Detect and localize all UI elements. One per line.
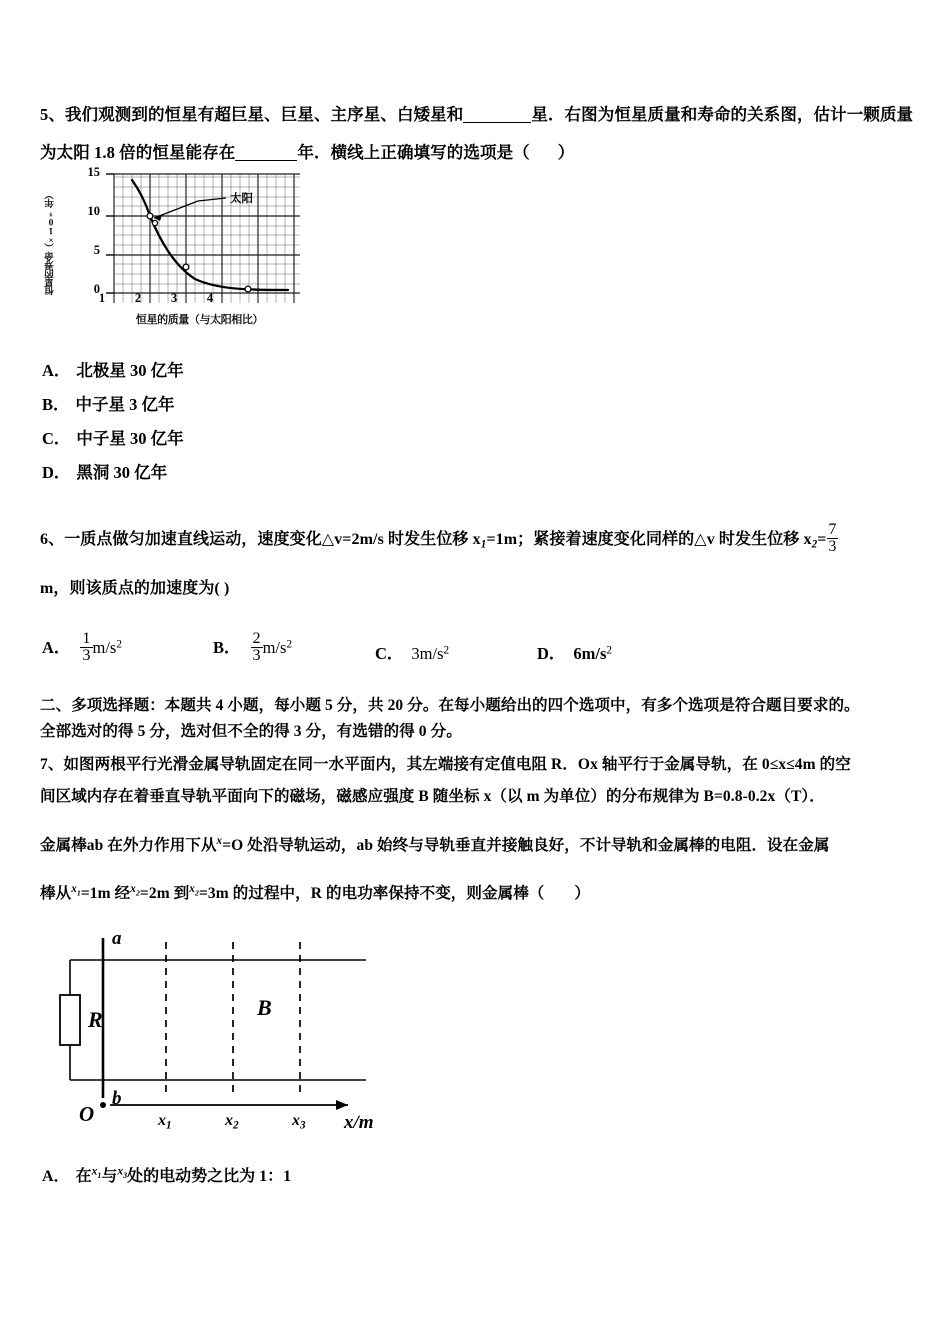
q6-option-a-numerator: 1: [82, 630, 91, 647]
q6-option-d-exp: 2: [606, 644, 613, 657]
q6-option-c[interactable]: [375, 640, 449, 664]
q5-line2-pre: 为太阳 1.8 倍的恒星能存在: [40, 143, 236, 162]
chart-annotation-sun: 太阳: [230, 193, 253, 205]
q6-option-a-exp: 2: [116, 638, 122, 651]
x3-tick-var: x: [292, 1112, 300, 1129]
question-7-line-1: [40, 750, 851, 780]
q5-option-b[interactable]: [42, 391, 175, 415]
x1-tick-var: x: [158, 1112, 166, 1129]
q7-line4-x1: x: [71, 883, 77, 895]
q7-line4-c: =2m 到: [139, 885, 190, 903]
q6-option-a-fraction: [80, 631, 92, 665]
x-axis-unit-label: x/m: [344, 1112, 374, 1133]
chart-xtick-4: 4: [206, 291, 214, 305]
q7-line4-x3: x: [189, 883, 195, 895]
q7-line4-d: =3m 的过程中，R 的电功率保持不变，则金属棒（: [198, 885, 545, 903]
chart-xtick-2: 2: [134, 291, 142, 305]
q6-option-b-unit: m/s: [262, 638, 287, 658]
chart-x-axis-label: 恒星的质量（与太阳相比）: [135, 314, 264, 326]
q6-option-c-value: 3m/s: [411, 644, 444, 663]
q6-fraction-denominator: 3: [828, 538, 837, 556]
q5-option-a-label: A．: [42, 361, 71, 380]
question-7-line-4: [40, 874, 590, 909]
q6-option-d-label: D．: [537, 644, 566, 663]
q6-line1-a: 6、一质点做匀加速直线运动，速度变化△v=2m/s 时发生位移 x: [40, 531, 481, 548]
q6-x2-sub: 2: [811, 538, 818, 551]
q7-line4-x1-sub: 1: [76, 888, 81, 898]
q5-option-d-text: 黑洞 30 亿年: [76, 463, 168, 482]
q6-option-c-exp: 2: [443, 644, 450, 657]
q6-line1-b: =1m；紧接着速度变化同样的△v 时发生位移 x: [486, 531, 812, 548]
q6-option-a-denominator: 3: [82, 647, 91, 665]
section-2-line-1: [40, 693, 860, 719]
x2-tick-label: [225, 1112, 239, 1132]
x2-tick-sub: 2: [233, 1119, 239, 1132]
chart-plot-area: [102, 171, 304, 311]
chart-ytick-0: 0: [93, 282, 100, 296]
q7-line3-a: 金属棒ab 在外力作用下从: [40, 837, 217, 855]
section-2-line-2: [40, 719, 462, 745]
q5-option-d[interactable]: [42, 459, 167, 483]
q6-option-a-label: A．: [42, 638, 71, 658]
bar-label-a: a: [112, 928, 122, 949]
question-6-line-1: [40, 521, 838, 564]
chart-xtick-1: 1: [98, 291, 106, 305]
question-7-line-2: [40, 782, 825, 812]
rails-circuit-diagram: [48, 920, 448, 1142]
q6-option-b[interactable]: [213, 631, 292, 665]
q5-line1-mid: 星．右图为恒星质量和寿命的关系图，估计一颗质量: [531, 105, 914, 124]
q5-line2-end: ）: [557, 143, 575, 162]
q5-line1-pre: 5、我们观测到的恒星有超巨星、巨星、主序星、白矮星和: [40, 105, 464, 124]
q6-option-d[interactable]: [537, 640, 612, 664]
q7-line4-end: ）: [574, 885, 591, 903]
q5-line2-mid: 年．横线上正确填写的选项是（: [297, 143, 530, 162]
chart-ytick-10: 10: [87, 204, 100, 218]
q5-option-a[interactable]: [42, 357, 184, 381]
origin-dot: [100, 1102, 106, 1108]
q7-option-a-pre: 在: [75, 1168, 92, 1185]
chart-y-ticks: [60, 163, 100, 311]
circuit-svg: [48, 920, 448, 1142]
q5-option-d-label: D．: [42, 463, 71, 482]
question-5-line-1: [40, 96, 913, 134]
q7-line3-x: x: [216, 835, 223, 847]
chart-ytick-15: 15: [87, 165, 100, 179]
q7-line3-b: =O 处沿导轨运动，ab 始终与导轨垂直并接触良好，不计导轨和金属棒的电阻．设在金属: [222, 837, 830, 855]
resistor-label: R: [88, 1007, 103, 1032]
q7-line4-b: =1m 经: [80, 885, 131, 903]
q5-option-b-text: 中子星 3 亿年: [75, 395, 175, 414]
chart-ytick-5: 5: [93, 243, 100, 257]
x1-tick-label: [158, 1112, 172, 1132]
q7-line2-text: 间区域内存在着垂直导轨平面向下的磁场，磁感应强度 B 随坐标 x（以 m 为单位）的分布规律为 B=0.8-0.2x（T）．: [40, 788, 825, 805]
q7-option-a-x2-sub: 3: [123, 1171, 128, 1181]
q6-fraction-7-3: [827, 522, 839, 555]
section-2-text-2: 全部选对的得 5 分，选对但不全的得 3 分，有选错的得 0 分。: [40, 723, 462, 740]
question-7-line-3: [40, 826, 829, 861]
q7-option-a-mid: 与: [101, 1168, 118, 1185]
q6-option-b-fraction: [251, 631, 263, 665]
q5-option-a-text: 北极星 30 亿年: [76, 361, 184, 380]
x3-tick-sub: 3: [300, 1119, 306, 1132]
magnetic-field-label: B: [257, 995, 272, 1020]
q7-option-a-post: 处的电动势之比为 1：1: [127, 1168, 292, 1185]
q7-option-a[interactable]: [42, 1163, 291, 1186]
q6-line2-text: m，则该质点的加速度为( ): [40, 580, 230, 597]
q7-option-a-label: A．: [42, 1168, 70, 1185]
q6-option-d-value: 6m/s: [573, 644, 607, 663]
q6-equals: =: [817, 531, 827, 548]
q7-line4-x2: x: [130, 883, 136, 895]
bar-label-b: b: [112, 1088, 122, 1109]
q5-option-b-label: B．: [42, 395, 70, 414]
q5-option-c[interactable]: [42, 425, 184, 449]
q6-option-b-label: B．: [213, 638, 241, 658]
x3-tick-label: [292, 1112, 306, 1132]
q5-blank-1: [463, 105, 531, 123]
q6-x1-sub: 1: [480, 538, 487, 551]
q6-option-b-exp: 2: [286, 638, 293, 651]
q7-option-a-x2: x: [117, 1165, 124, 1178]
q6-option-a[interactable]: [42, 631, 122, 665]
x1-tick-sub: 1: [166, 1119, 172, 1132]
q7-option-a-x1: x: [91, 1165, 98, 1178]
chart-xtick-3: 3: [170, 291, 178, 305]
q5-blank-2: [235, 143, 297, 161]
star-lifetime-chart: [40, 163, 312, 335]
q7-option-a-x1-sub: 1: [97, 1171, 102, 1181]
chart-y-axis-label: 恒星的寿命（×10⁹年）: [46, 191, 56, 295]
q7-line4-a: 棒从: [40, 885, 72, 903]
resistor-symbol: [60, 995, 80, 1045]
origin-label: O: [79, 1102, 95, 1126]
question-6-line-2: [40, 570, 229, 608]
q5-option-c-label: C．: [42, 429, 71, 448]
section-2-text-1: 二、多项选择题：本题共 4 小题，每小题 5 分，共 20 分。在每小题给出的四个选项中，有多个选项是符合题目要求的。: [40, 697, 860, 714]
q6-option-c-label: C．: [375, 644, 404, 663]
x-axis-arrowhead: [336, 1100, 348, 1110]
x2-tick-var: x: [225, 1112, 233, 1129]
q6-option-b-denominator: 3: [252, 647, 261, 665]
q6-option-a-unit: m/s: [92, 638, 117, 658]
q6-option-b-numerator: 2: [252, 630, 261, 647]
q7-line4-x3-sub: 2: [194, 888, 199, 898]
q5-option-c-text: 中子星 30 亿年: [76, 429, 184, 448]
q7-line1-text: 7、如图两根平行光滑金属导轨固定在同一水平面内，其左端接有定值电阻 R．Ox 轴平行于金属导轨，在 0≤x≤4m 的空: [40, 756, 851, 773]
q6-fraction-numerator: 7: [828, 521, 837, 539]
q7-line4-x2-sub: 2: [135, 888, 140, 898]
